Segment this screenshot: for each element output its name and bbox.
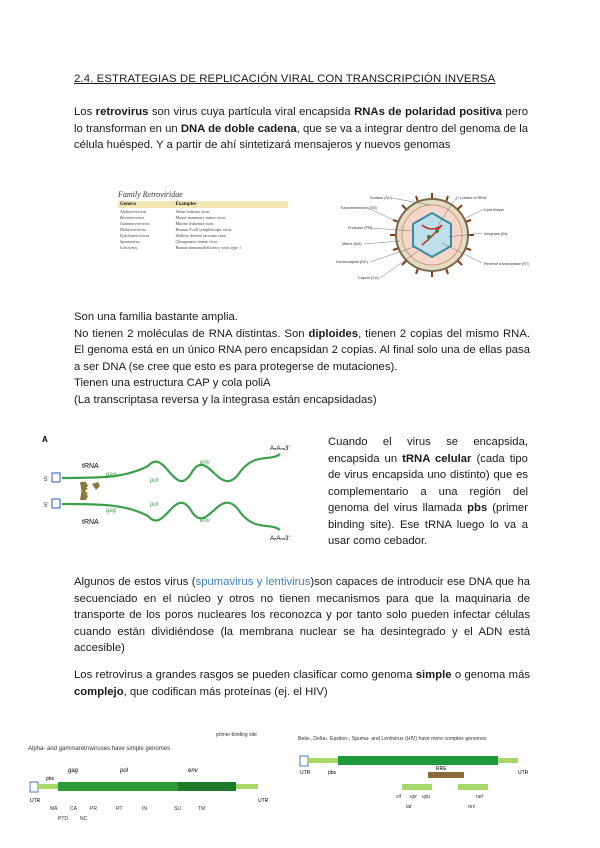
figure-label-a: A xyxy=(42,435,48,444)
label-protease: Protease (PR) xyxy=(348,226,373,230)
section-heading: 2.4. ESTRATEGIAS DE REPLICACIÓN VIRAL CON TRANSCRIPCIÓN INVERSA xyxy=(74,73,496,85)
cap-box xyxy=(300,756,308,766)
protein-rt: RT xyxy=(116,806,123,812)
rre-element xyxy=(428,772,464,778)
protein-ptd: PTD xyxy=(58,816,68,822)
protein-nc: NC xyxy=(80,816,88,822)
gag-top: gag xyxy=(106,472,117,478)
accessory-genes-2 xyxy=(458,784,488,790)
trna-label-top: tRNA xyxy=(82,463,99,470)
simple-genome-title: Alpha- and gammaretroviruses have simple genomes xyxy=(28,746,171,752)
protein-in: IN xyxy=(142,806,147,812)
utr-left: UTR xyxy=(30,798,41,804)
gag-region xyxy=(58,782,108,791)
gag-label: gag xyxy=(68,768,79,774)
paragraph-genome-classification: Los retrovirus a grandes rasgos se pueden clasificar como genoma simple o genoma más complejo, que codifican más proteínas (ej. el HIV) xyxy=(74,669,530,698)
label-matrix: Matrix (MA) xyxy=(342,242,362,246)
virus-link: spumavirus y lentivirus xyxy=(195,576,311,588)
table-row: Alpharetrovirus Avian leukosis virus xyxy=(120,208,210,214)
cap-box xyxy=(30,782,38,792)
pbs-label: pbs xyxy=(328,770,337,776)
table-row: Gammaretrovirus Murine leukemia virus xyxy=(120,220,214,226)
pol-top: pol xyxy=(150,478,159,484)
table-row: Deltaretrovirus Human T-cell lymphotropic virus xyxy=(120,226,232,232)
pol-bottom: pol xyxy=(150,502,159,508)
polya-top: AₙAₙₙ3' xyxy=(270,446,290,452)
utr-left: UTR xyxy=(300,770,311,776)
retrovirus-virion-diagram xyxy=(334,185,530,285)
pol-label: pol xyxy=(120,768,129,774)
protein-pr: PR xyxy=(90,806,97,812)
paragraph-retrovirus-intro: Los retrovirus son virus cuya partícula viral encapsida RNAs de polaridad positiva pero lo transforman en un DNA de doble cadena, que se va a integrar dentro del genoma de la célula huésped. Y a partir de ahí sintetizará mensajeros y nuevos genomas xyxy=(74,106,529,151)
trna-label-bottom: tRNA xyxy=(82,519,99,526)
gene-vpr: vpr xyxy=(410,794,417,800)
cap-top xyxy=(52,473,60,482)
trna-molecules xyxy=(80,482,100,500)
table-header: Examples xyxy=(173,201,288,208)
table-row: Spumavirus Chimpanzee foamy virus xyxy=(120,238,218,244)
utr-right: UTR xyxy=(258,798,269,804)
simple-genome-figure xyxy=(28,728,288,838)
cap-bottom xyxy=(52,499,60,508)
paragraph-cap-polya: Tienen una estructura CAP y cola poliA (La transcriptasa reversa y la integrasa están encapsidadas) xyxy=(74,377,377,406)
table-row: Betaretrovirus Mouse mammary tumor virus xyxy=(120,214,226,220)
diploid-rna-figure xyxy=(40,432,315,552)
enzyme-dot xyxy=(435,229,439,233)
protein-tm: TM xyxy=(198,806,206,812)
table-row: Lentivirus Human immunodeficiency virus type 1 xyxy=(120,244,242,250)
label-capsid: Capsid (CA) xyxy=(358,276,379,280)
env-region xyxy=(178,782,236,791)
protein-ma: MA xyxy=(50,806,58,812)
label-trna: (+) strand of tRNA xyxy=(456,196,487,200)
table-row: Epsilonretrovirus Walleye dermal sarcoma virus xyxy=(120,232,227,238)
label-integrase: Integrase (IN) xyxy=(484,232,508,236)
coding-region xyxy=(338,756,498,765)
complex-genome-figure xyxy=(298,728,538,838)
accessory-genes xyxy=(402,784,432,790)
gene-tat: tat xyxy=(406,804,412,810)
protein-su: SU xyxy=(174,806,181,812)
label-lipid: Lipid bilayer xyxy=(484,208,505,212)
polya-bottom: AₙAₙₙ3' xyxy=(270,536,290,542)
paragraph-trna-encapsidation: Cuando el virus se encapsida, encapsida un tRNA celular (cada tipo de virus encapsida uno distinto) que es complementario a una región del genoma del virus llamada pbs (primer binding site). Ese tRNA luego lo va a usar como cebador. xyxy=(328,436,528,547)
gene-vpu: vpu xyxy=(422,794,431,800)
paragraph-diploid: Son una familia bastante amplia. No tienen 2 moléculas de RNA distintas. Son diploides, tienen 2 copias del mismo RNA. El genoma está en un único RNA pero encapsidan 2 copias. Al final solo una de ellas pasa a ser DNA (se cree que esto es para protegerse de mutaciones). xyxy=(74,311,530,373)
five-prime-top: 5' xyxy=(44,477,49,483)
pbs-label: pbs xyxy=(46,776,55,782)
table-header: Genera xyxy=(118,201,173,208)
genera-table xyxy=(118,201,288,250)
label-surface: Surface (SU) xyxy=(370,196,392,200)
enzyme-dot xyxy=(427,235,431,239)
env-bottom: env xyxy=(200,518,210,524)
utr-right: UTR xyxy=(518,770,529,776)
label-tm: Transmembrane (TM) xyxy=(340,206,377,210)
label-rt: Reverse transcriptase (RT) xyxy=(484,262,530,266)
gene-rev: rev xyxy=(468,804,475,810)
complex-genome-title: Beta-, Delta-, Epsilon-, Spuma- and Lentivirus (HIV) have more complex genomes xyxy=(298,736,487,742)
retroviridae-table-figure xyxy=(118,190,288,270)
env-label: env xyxy=(188,768,198,774)
gag-bottom: gag xyxy=(106,508,117,514)
paragraph-nuclear-import: Algunos de estos virus (spumavirus y lentivirus)son capaces de introducir ese DNA que ha secuenciado en el núcleo y otros no tienen mecanismos para que la maquinaria de transporte de los poros nucleares los reconozca y por tanto solo pueden infectar células cuando están dividiéndose (la membrana nuclear se ha desintegrado y el ADN está accesible) xyxy=(74,576,531,654)
gene-nef: nef xyxy=(476,794,483,800)
table-title: Family Retroviridae xyxy=(118,190,183,199)
rre-label: RRE xyxy=(436,766,447,772)
env-top: env xyxy=(200,460,210,466)
protein-ca: CA xyxy=(70,806,77,812)
label-nucleocapsid: Nucleocapsid (NC) xyxy=(336,260,368,264)
pbs-note: primer binding site xyxy=(216,732,257,738)
five-prime-bottom: 5' xyxy=(44,503,49,509)
pol-region xyxy=(108,782,178,791)
gene-vif: vif xyxy=(396,794,401,800)
